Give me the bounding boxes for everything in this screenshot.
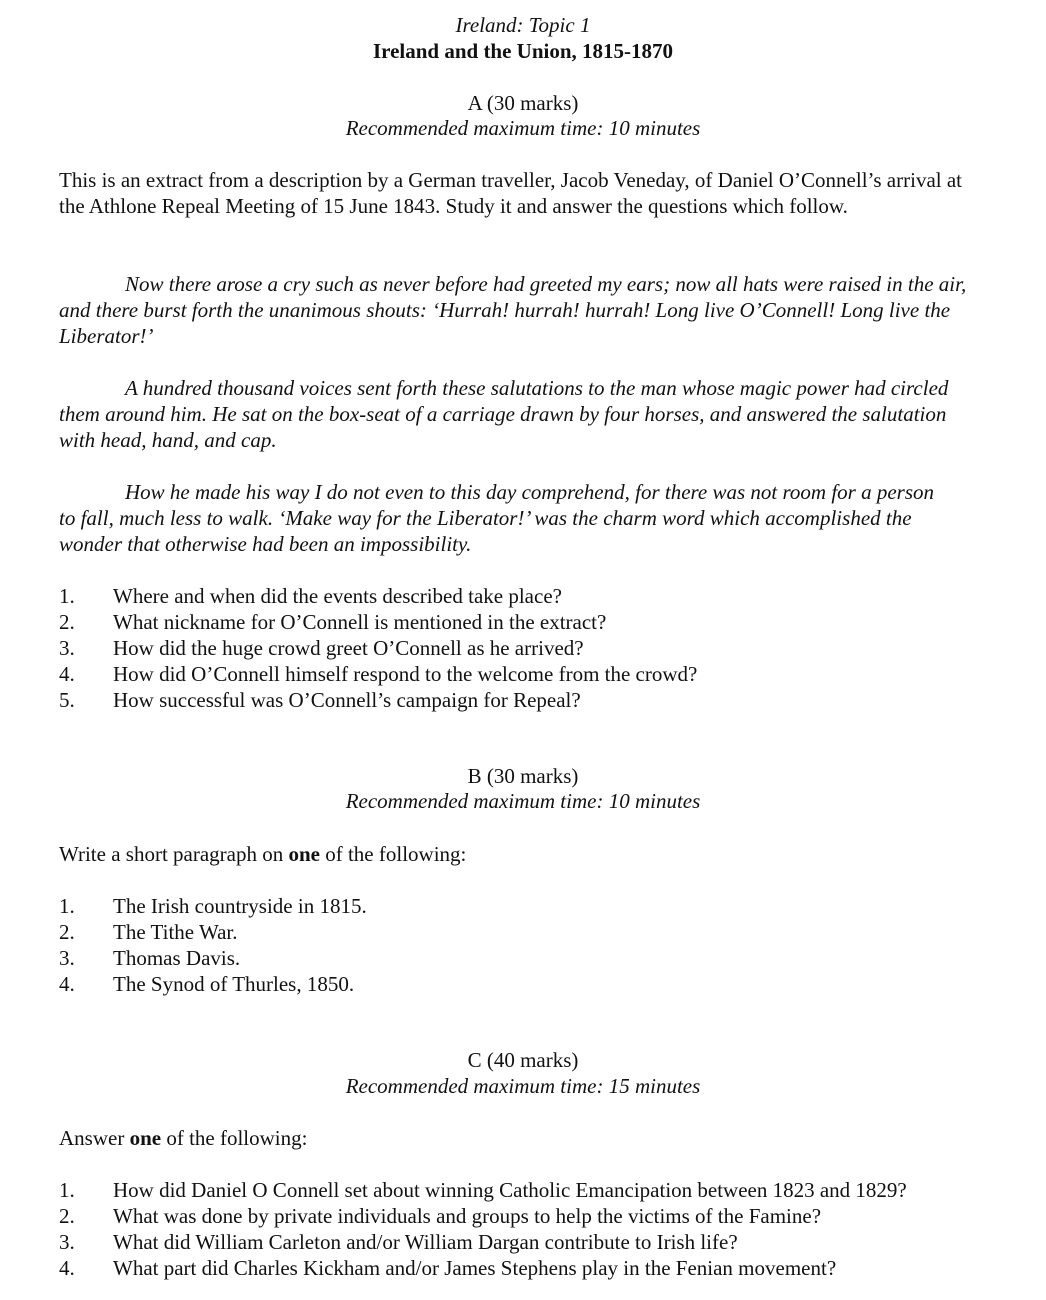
item-text: What did William Carleton and/or William Dargan contribute to Irish life? xyxy=(113,1230,738,1254)
list-item xyxy=(59,687,979,713)
item-text: How did the huge crowd greet O’Connell as he arrived? xyxy=(113,636,584,660)
topic-label: Ireland: Topic 1 xyxy=(455,13,591,37)
list-item xyxy=(59,635,979,661)
list-item xyxy=(59,609,979,635)
item-number: 4. xyxy=(59,662,75,686)
extract-paragraph-1 xyxy=(59,271,974,349)
item-number: 5. xyxy=(59,688,75,712)
item-number: 3. xyxy=(59,636,75,660)
instruction-text: of the following: xyxy=(319,842,467,866)
item-number: 3. xyxy=(59,946,75,970)
item-number: 2. xyxy=(59,1204,75,1228)
list-item xyxy=(59,971,979,997)
item-text: What part did Charles Kickham and/or James Stephens play in the Fenian movement? xyxy=(113,1256,837,1280)
instruction-emphasis: one xyxy=(288,842,320,866)
item-number: 1. xyxy=(59,584,75,608)
item-number: 4. xyxy=(59,972,75,996)
list-item xyxy=(59,661,979,687)
item-number: 3. xyxy=(59,1230,75,1254)
list-item xyxy=(59,919,979,945)
section-a-heading: A (30 marks) xyxy=(467,91,579,115)
item-text: What was done by private individuals and groups to help the victims of the Famine? xyxy=(113,1204,822,1228)
section-a-intro xyxy=(59,167,979,219)
instruction-text: Answer xyxy=(59,1126,130,1150)
item-number: 4. xyxy=(59,1256,75,1280)
item-text: The Synod of Thurles, 1850. xyxy=(113,972,355,996)
item-text: What nickname for O’Connell is mentioned in the extract? xyxy=(113,610,607,634)
intro-text: This is an extract from a description by a German traveller, Jacob Veneday, of Daniel O’Connell’s arrival at the Athlone Repeal Meeting of 15 June 1843. Study it and answer the questions which follow. xyxy=(59,168,963,218)
item-text: How successful was O’Connell’s campaign for Repeal? xyxy=(113,688,581,712)
list-item xyxy=(59,583,979,609)
instruction-emphasis: one xyxy=(129,1126,162,1150)
list-item xyxy=(59,1255,979,1281)
list-item xyxy=(59,1229,979,1255)
extract-text: Now there arose a cry such as never before had greeted my ears; now all hats were raised in the air, and there burst forth the unanimous shouts: ‘Hurrah! hurrah! hurrah! Long live O’Connell! Long live the Liberator!’ xyxy=(59,272,967,348)
section-b-questions xyxy=(59,893,979,997)
extract-text: A hundred thousand voices sent forth these salutations to the man whose magic power had circled them around him. He sat on the box-seat of a carriage drawn by four horses, and answered the salutation with head, hand, and cap. xyxy=(59,376,949,452)
instruction-text: of the following: xyxy=(161,1126,308,1150)
instruction-text: Write a short paragraph on xyxy=(59,842,289,866)
section-c-instruction xyxy=(59,1125,979,1151)
list-item xyxy=(59,893,979,919)
item-number: 2. xyxy=(59,610,75,634)
item-text: How did Daniel O Connell set about winning Catholic Emancipation between 1823 and 1829? xyxy=(113,1178,907,1202)
item-text: Thomas Davis. xyxy=(113,946,241,970)
section-b-time: Recommended maximum time: 10 minutes xyxy=(345,789,701,813)
section-b-instruction xyxy=(59,841,979,867)
extract-paragraph-3 xyxy=(59,479,939,557)
item-number: 1. xyxy=(59,1178,75,1202)
item-text: The Irish countryside in 1815. xyxy=(113,894,367,918)
section-a-questions xyxy=(59,583,979,713)
page-title: Ireland and the Union, 1815-1870 xyxy=(372,39,674,63)
list-item xyxy=(59,1177,979,1203)
section-c-questions xyxy=(59,1177,979,1281)
item-text: How did O’Connell himself respond to the welcome from the crowd? xyxy=(113,662,698,686)
extract-paragraph-2 xyxy=(59,375,964,453)
item-number: 1. xyxy=(59,894,75,918)
item-text: The Tithe War. xyxy=(113,920,238,944)
extract-text: How he made his way I do not even to this day comprehend, for there was not room for a person to fall, much less to walk. ‘Make way for the Liberator!’ was the charm word which accomplished the wonder that otherwise had been an impossibility. xyxy=(59,480,934,556)
section-c-time: Recommended maximum time: 15 minutes xyxy=(345,1074,701,1098)
list-item xyxy=(59,945,979,971)
section-a-time: Recommended maximum time: 10 minutes xyxy=(345,116,701,140)
list-item xyxy=(59,1203,979,1229)
item-number: 2. xyxy=(59,920,75,944)
section-b-heading: B (30 marks) xyxy=(467,764,579,788)
section-c-heading: C (40 marks) xyxy=(467,1048,579,1072)
item-text: Where and when did the events described take place? xyxy=(113,584,562,608)
